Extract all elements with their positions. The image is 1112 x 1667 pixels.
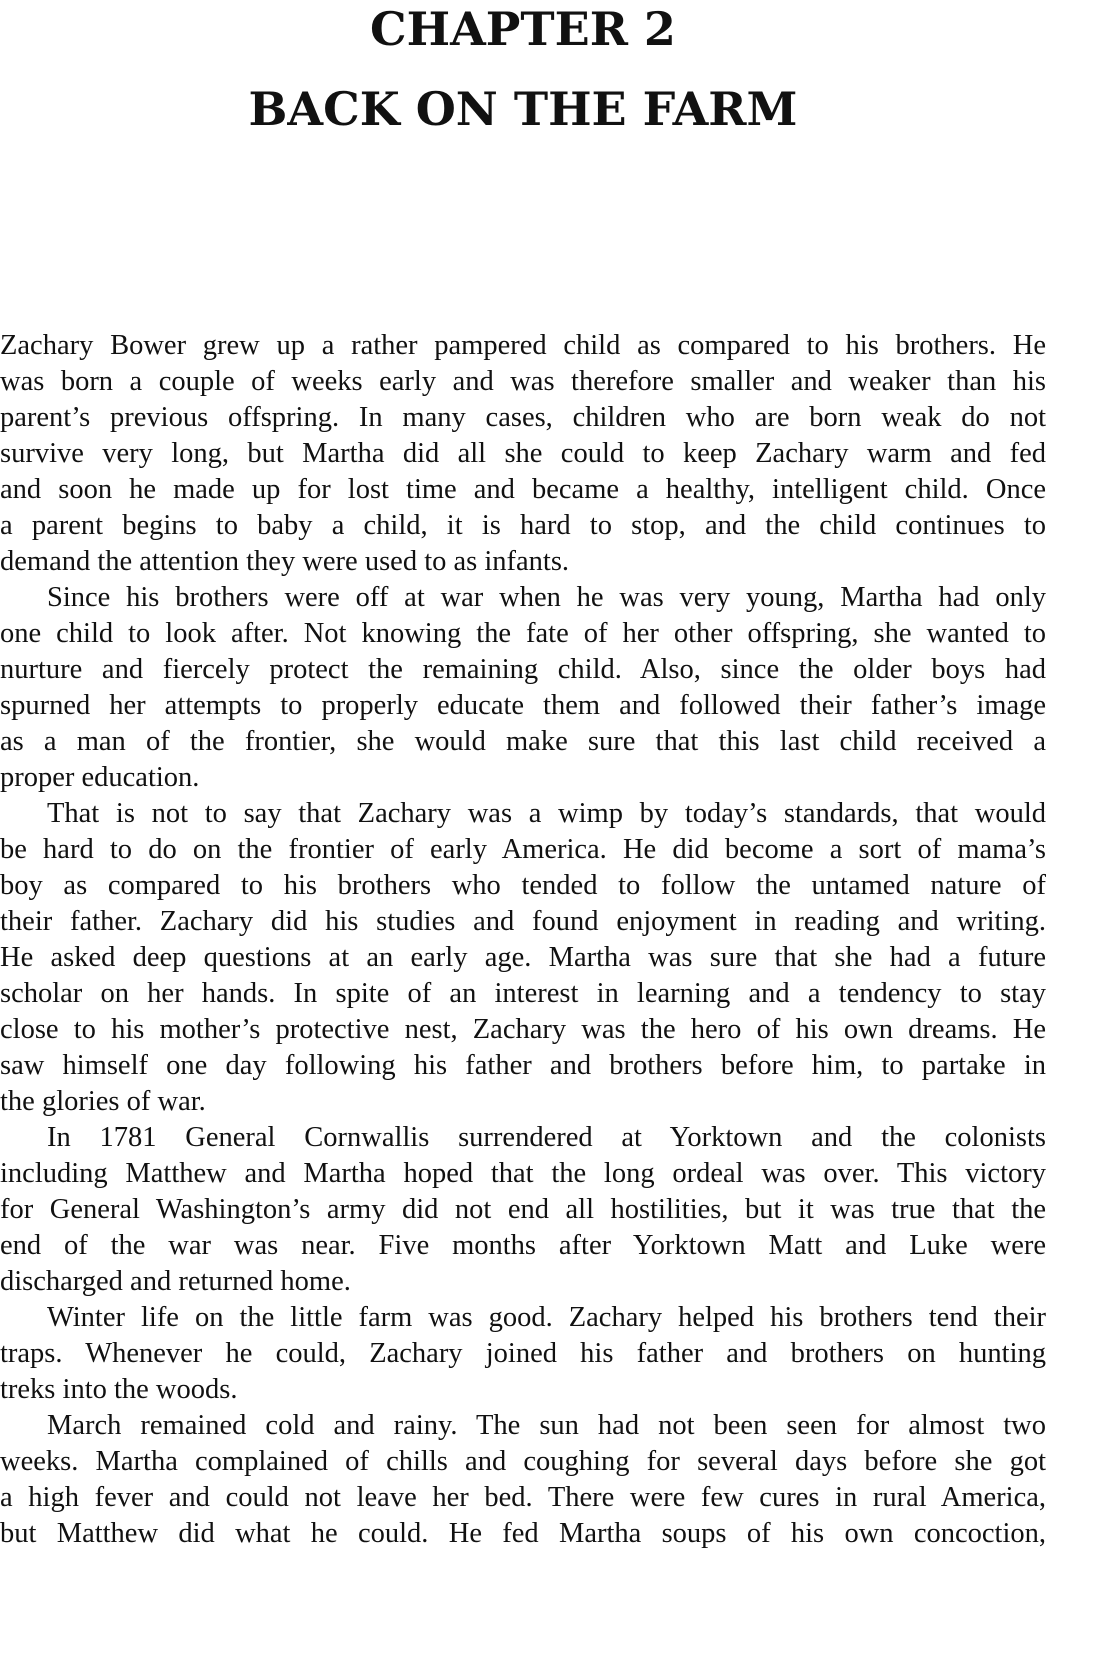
text-line (0, 796, 1046, 832)
text-line (0, 688, 1046, 724)
text-line (0, 1048, 1046, 1084)
text-line (0, 1336, 1046, 1372)
text-line-content: but Matthew did what he could. He fed Martha soups of his own concoction, (0, 1518, 1046, 1549)
text-line-content: a high fever and could not leave her bed. There were few cures in rural America, (0, 1482, 1046, 1513)
text-line-content: spurned her attempts to properly educate them and followed their father’s image (0, 690, 1046, 721)
text-line-content: saw himself one day following his father and brothers before him, to partake in (0, 1050, 1046, 1081)
text-line (0, 724, 1046, 760)
text-line-content: a parent begins to baby a child, it is hard to stop, and the child continues to (0, 510, 1047, 541)
text-line (0, 328, 1046, 364)
text-line-content: He asked deep questions at an early age. Martha was sure that she had a future (0, 942, 1046, 973)
text-line (0, 616, 1046, 652)
paragraph (0, 328, 1046, 580)
text-line (0, 508, 1046, 544)
text-line-content: end of the war was near. Five months after Yorktown Matt and Luke were (0, 1230, 1046, 1261)
text-line-content: parent’s previous offspring. In many cases, children who are born weak do not (0, 402, 1046, 433)
text-line-content: be hard to do on the frontier of early America. He did become a sort of mama’s (0, 834, 1046, 865)
text-line (0, 1516, 1046, 1552)
text-line (0, 1264, 1046, 1300)
text-line-content: their father. Zachary did his studies and found enjoyment in reading and writing. (0, 906, 1046, 937)
text-line (0, 1012, 1046, 1048)
text-line (0, 832, 1046, 868)
text-line-content: survive very long, but Martha did all she could to keep Zachary warm and fed (0, 438, 1046, 469)
text-line (0, 760, 1046, 796)
text-line-content: weeks. Martha complained of chills and coughing for several days before she got (0, 1446, 1046, 1477)
text-line-content: the glories of war. (0, 1086, 206, 1117)
text-line (0, 1372, 1046, 1408)
text-line (0, 1084, 1046, 1120)
text-line (0, 1300, 1046, 1336)
text-line-content: close to his mother’s protective nest, Zachary was the hero of his own dreams. He (0, 1014, 1047, 1045)
text-line (0, 868, 1046, 904)
text-line-content: Winter life on the little farm was good. Zachary helped his brothers tend their (47, 1302, 1047, 1333)
text-line (0, 1192, 1046, 1228)
text-line-content: including Matthew and Martha hoped that the long ordeal was over. This victory (0, 1158, 1046, 1189)
paragraph (0, 1408, 1046, 1552)
chapter-number: CHAPTER 2 (370, 2, 676, 56)
text-line-content: traps. Whenever he could, Zachary joined his father and brothers on hunting (0, 1338, 1046, 1369)
text-line (0, 436, 1046, 472)
text-line (0, 652, 1046, 688)
text-line-content: for General Washington’s army did not end all hostilities, but it was true that the (0, 1194, 1047, 1225)
paragraph (0, 1120, 1046, 1300)
text-line-content: one child to look after. Not knowing the fate of her other offspring, she wanted to (0, 618, 1046, 649)
paragraph (0, 1300, 1046, 1408)
text-line-content: boy as compared to his brothers who tended to follow the untamed nature of (0, 870, 1046, 901)
text-line (0, 1156, 1046, 1192)
text-line-content: nurture and fiercely protect the remaining child. Also, since the older boys had (0, 654, 1046, 685)
text-line-content: treks into the woods. (0, 1374, 238, 1405)
text-line-content: scholar on her hands. In spite of an interest in learning and a tendency to stay (0, 978, 1046, 1009)
text-line-content: Since his brothers were off at war when he was very young, Martha had only (47, 582, 1046, 613)
text-line-content: as a man of the frontier, she would make sure that this last child received a (0, 726, 1046, 757)
text-line (0, 472, 1046, 508)
text-line-content: That is not to say that Zachary was a wimp by today’s standards, that would (47, 798, 1046, 829)
text-line (0, 544, 1046, 580)
text-line-content: was born a couple of weeks early and was therefore smaller and weaker than his (0, 366, 1046, 397)
chapter-body (0, 328, 1046, 1552)
text-line-content: Zachary Bower grew up a rather pampered child as compared to his brothers. He (0, 330, 1046, 361)
text-line (0, 400, 1046, 436)
text-line-content: discharged and returned home. (0, 1266, 351, 1297)
text-line (0, 904, 1046, 940)
paragraph (0, 580, 1046, 796)
text-line-content: and soon he made up for lost time and became a healthy, intelligent child. Once (0, 474, 1046, 505)
text-line-content: proper education. (0, 762, 200, 793)
chapter-title: BACK ON THE FARM (248, 82, 798, 136)
text-line-content: In 1781 General Cornwallis surrendered at Yorktown and the colonists (47, 1122, 1046, 1153)
text-line-content: demand the attention they were used to as infants. (0, 546, 570, 577)
text-line (0, 580, 1046, 616)
text-line (0, 364, 1046, 400)
text-line (0, 940, 1046, 976)
paragraph (0, 796, 1046, 1120)
text-line (0, 1408, 1046, 1444)
text-line (0, 976, 1046, 1012)
text-line (0, 1480, 1046, 1516)
text-line-content: March remained cold and rainy. The sun had not been seen for almost two (47, 1410, 1046, 1441)
text-line (0, 1228, 1046, 1264)
text-line (0, 1120, 1046, 1156)
text-line (0, 1444, 1046, 1480)
